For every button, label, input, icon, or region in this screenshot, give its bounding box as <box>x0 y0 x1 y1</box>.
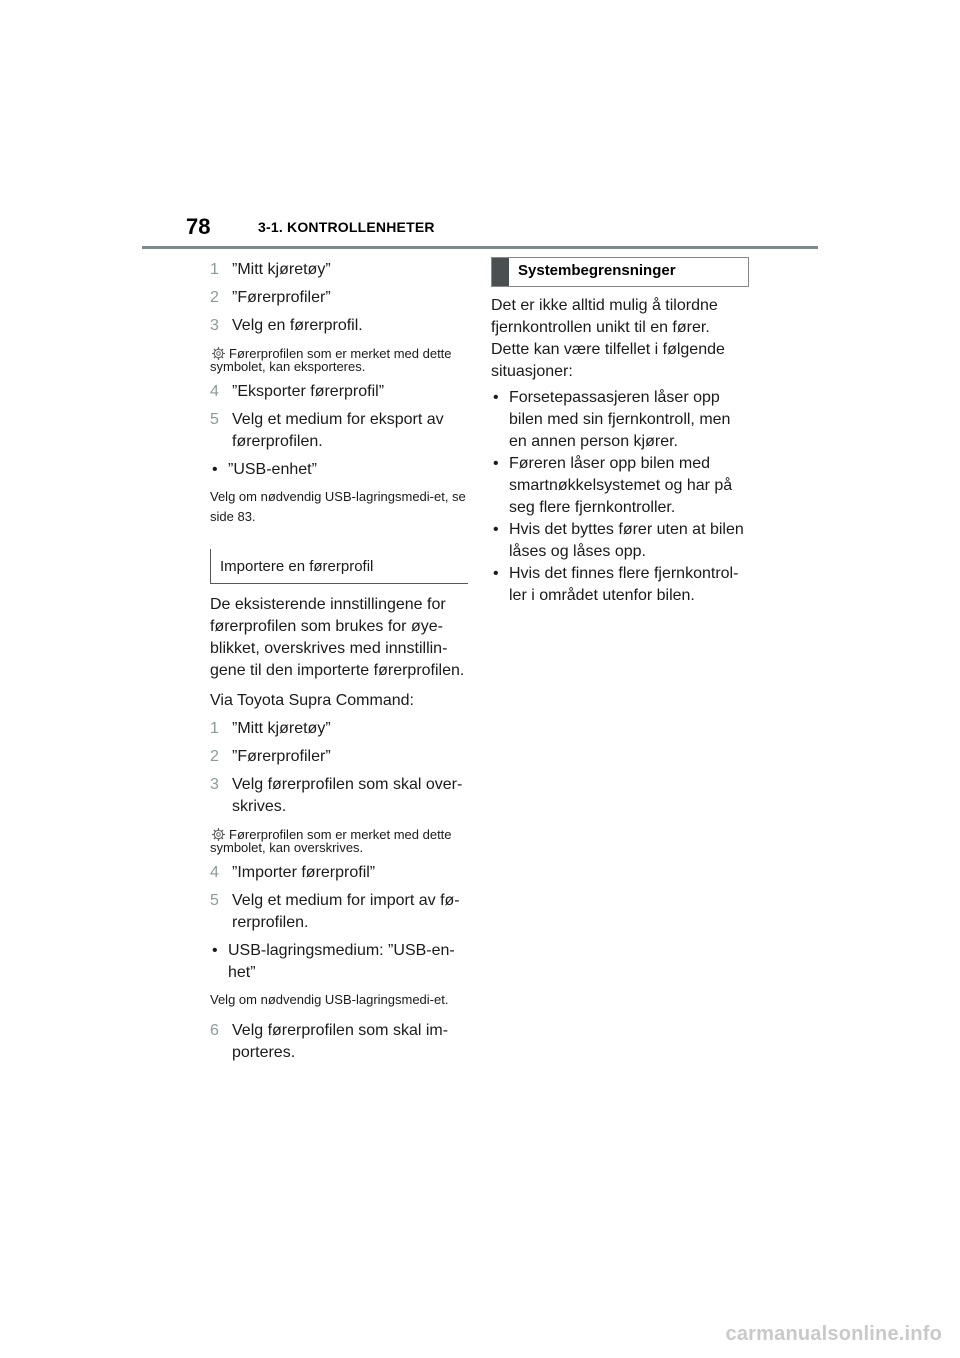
bullet-dot: • <box>493 389 499 406</box>
limitation-item <box>491 519 749 563</box>
page-number: 78 <box>186 214 211 239</box>
bullet-dot: • <box>493 521 499 538</box>
export-step-4 <box>210 381 468 403</box>
step-number: 3 <box>210 317 219 334</box>
export-step-2 <box>210 287 468 309</box>
import-subsection-title: Importere en førerprofil <box>210 549 468 584</box>
step-text: Velg et medium for eksport av førerprofilen. <box>232 411 444 450</box>
right-column <box>491 257 749 607</box>
watermark: carmanualsonline.info <box>725 1323 942 1345</box>
import-step-2 <box>210 746 468 768</box>
step-number: 2 <box>210 748 219 765</box>
step-text: ”Førerprofiler” <box>232 748 331 765</box>
bullet-text: USB-lagringsmedium: ”USB-en-het” <box>228 942 455 981</box>
step-text: Velg et medium for import av fø-rerprofilen. <box>232 892 460 931</box>
step-text: ”Mitt kjøretøy” <box>232 720 331 737</box>
section-heading-box <box>491 257 749 287</box>
note-text: Førerprofilen som er merket med dette symbolet, kan eksporteres. <box>210 346 452 374</box>
step-number: 6 <box>210 1022 219 1039</box>
export-bullet <box>210 459 468 481</box>
section-title: Systembegrensninger <box>518 262 676 279</box>
export-small-note: Velg om nødvendig USB-lagringsmedi-et, se side 83. <box>210 489 466 524</box>
import-step-3 <box>210 774 468 818</box>
bullet-dot: • <box>493 565 499 582</box>
export-step-3 <box>210 315 468 337</box>
step-text: ”Mitt kjøretøy” <box>232 261 331 278</box>
note-text: Førerprofilen som er merket med dette symbolet, kan overskrives. <box>210 827 452 855</box>
step-text: ”Førerprofiler” <box>232 289 331 306</box>
step-number: 3 <box>210 776 219 793</box>
left-column <box>210 253 468 1070</box>
step-number: 2 <box>210 289 219 306</box>
step-number: 5 <box>210 411 219 428</box>
step-text: Velg førerprofilen som skal im-porteres. <box>232 1022 449 1061</box>
export-step-1 <box>210 259 468 281</box>
bullet-text: Hvis det finnes flere fjernkontrol-ler i området utenfor bilen. <box>509 565 739 604</box>
import-small-note: Velg om nødvendig USB-lagringsmedi-et. <box>210 992 449 1007</box>
limitation-item <box>491 387 749 453</box>
import-step-1 <box>210 718 468 740</box>
bullet-dot: • <box>212 461 218 478</box>
limitation-item <box>491 563 749 607</box>
import-intro: De eksisterende innstillingene for førerprofilen som brukes for øye-blikket, overskrives med innstillin-gene til den importerte førerprofilen. <box>210 596 465 679</box>
bullet-text: Føreren låser opp bilen med smartnøkkelsystemet og har på seg flere fjernkontroller. <box>509 455 733 516</box>
bullet-text: ”USB-enhet” <box>228 461 317 478</box>
import-step-5 <box>210 890 468 934</box>
import-step-6 <box>210 1020 468 1064</box>
step-text: ”Importer førerprofil” <box>232 864 376 881</box>
step-number: 5 <box>210 892 219 909</box>
import-note <box>210 828 468 854</box>
chapter-title: 3-1. KONTROLLENHETER <box>258 219 435 235</box>
limitations-intro: Det er ikke alltid mulig å tilordne fjernkontrollen unikt til en fører. Dette kan være tilfellet i følgende situasjoner: <box>491 297 725 380</box>
bullet-dot: • <box>493 455 499 472</box>
import-via: Via Toyota Supra Command: <box>210 692 414 709</box>
page-header <box>142 212 818 249</box>
export-step-5 <box>210 409 468 453</box>
step-number: 4 <box>210 383 219 400</box>
step-number: 1 <box>210 261 219 278</box>
step-number: 4 <box>210 864 219 881</box>
section-tab-marker <box>492 258 509 286</box>
bullet-dot: • <box>212 942 218 959</box>
export-note <box>210 347 468 373</box>
bullet-text: Forsetepassasjeren låser opp bilen med sin fjernkontroll, men en annen person kjører. <box>509 389 731 450</box>
step-text: Velg en førerprofil. <box>232 317 363 334</box>
step-text: Velg førerprofilen som skal over-skrives. <box>232 776 463 815</box>
import-step-4 <box>210 862 468 884</box>
limitation-item <box>491 453 749 519</box>
import-bullet <box>210 940 468 984</box>
step-number: 1 <box>210 720 219 737</box>
bullet-text: Hvis det byttes fører uten at bilen låses og låses opp. <box>509 521 744 560</box>
step-text: ”Eksporter førerprofil” <box>232 383 385 400</box>
